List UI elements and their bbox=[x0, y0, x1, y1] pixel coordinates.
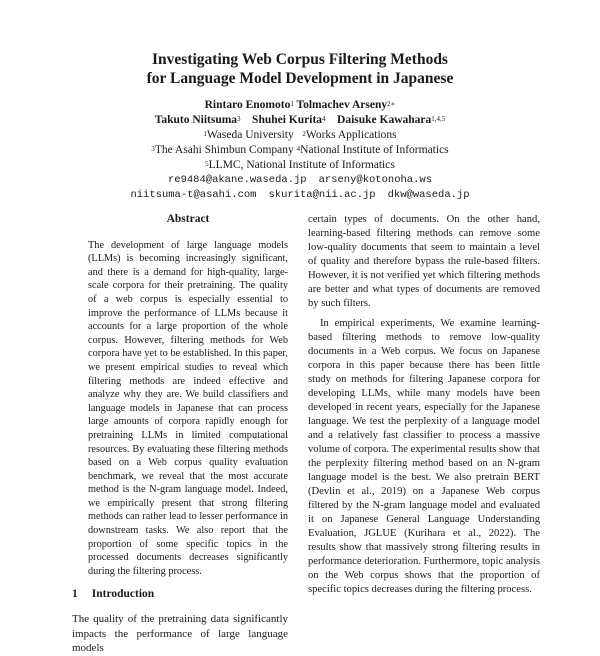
author-sup: 4 bbox=[322, 115, 326, 123]
email: skurita@nii.ac.jp bbox=[268, 189, 376, 201]
affiliation: Waseda University bbox=[206, 129, 294, 141]
affiliation-line-2 bbox=[0, 143, 600, 158]
abstract-text: The development of large language models (LLMs) is becoming increasingly significant, and there is a demand for high-quality, large-scale corpora for their pretraining. The quality of a web corpus is especially essential to improve the performance of LLMs because it accounts for a large proportion of the whole corpus. However, filtering methods for Web corpora have yet to be established. In this paper, we present empirical studies to reveal which filtering methods are indeed effective and analyze why they are. We build classifiers and language models in Japanese that can process large amounts of corpora rapidly enough for pretraining LLMs in limited computational resources. By evaluating these filtering methods based on a Web corpus quality evaluation benchmark, we reveal that the most accurate method is the N-gram language model. Indeed, we empirically present that strong filtering methods can rather lead to lesser performance in downstream tasks. We also report that the proportion of some specific topics in the processed documents decreases significantly during the filtering process. bbox=[88, 239, 288, 577]
author-sup: 3 bbox=[237, 115, 241, 123]
title-line-1: Investigating Web Corpus Filtering Methods bbox=[152, 51, 448, 68]
paper-title bbox=[0, 50, 600, 88]
affiliation: Works Applications bbox=[305, 129, 397, 141]
email-line-1 bbox=[0, 173, 600, 188]
affiliation-line-3 bbox=[0, 158, 600, 173]
author-block bbox=[0, 98, 600, 203]
author-name: Tolmachev Arseny bbox=[296, 99, 388, 111]
intro-paragraph: The quality of the pretraining data significantly impacts the performance of large language models bbox=[72, 613, 288, 655]
affiliation-sup: 2 bbox=[302, 130, 306, 138]
title-line-2: for Language Model Development in Japanese bbox=[146, 70, 454, 87]
affiliation: LLMC, National Institute of Informatics bbox=[208, 159, 395, 171]
author-name: Shuhei Kurita bbox=[252, 114, 323, 126]
email: dkw@waseda.jp bbox=[387, 189, 470, 201]
affiliation: The Asahi Shimbun Company bbox=[154, 144, 294, 156]
author-sup: 1 bbox=[290, 100, 294, 108]
affiliation-sup: 3 bbox=[151, 145, 155, 153]
abstract-heading: Abstract bbox=[166, 213, 210, 225]
right-column bbox=[308, 213, 540, 597]
affiliation-sup: 5 bbox=[205, 160, 209, 168]
email-line-2 bbox=[0, 188, 600, 203]
email: arseny@kotonoha.ws bbox=[318, 174, 433, 186]
affiliation-sup: 4 bbox=[296, 145, 301, 153]
author-line-1 bbox=[0, 98, 600, 113]
section-number: 1 bbox=[72, 588, 78, 601]
author-line-2 bbox=[0, 113, 600, 128]
author-name: Takuto Niitsuma bbox=[154, 114, 238, 126]
author-sup: 1,4,5 bbox=[431, 115, 446, 123]
email: re9484@akane.waseda.jp bbox=[167, 174, 307, 186]
author-name: Daisuke Kawahara bbox=[337, 114, 432, 126]
right-paragraph-1: certain types of documents. On the other hand, learning-based filtering methods can remove some low-quality documents that seem to maintain a level of quality and therefore bypass the rule-based filters. However, it is not verified yet which filtering methods are better and what types of documents are removed by such filters. bbox=[308, 214, 540, 309]
author-name: Rintaro Enomoto bbox=[204, 99, 291, 111]
right-paragraph-2: In empirical experiments, We examine learning-based filtering methods to remove low-quality documents in a Web corpus. We focus on Japanese corpora in this paper because there has been little study on methods for filtering Japanese corpora for developing LLMs, while many models have been developed in recent years, especially for the Japanese language. We test the perplexity of a language model and a relatively fast classifier to process a massive volume of corpora. The experimental results show that the perplexity filtering method based on an N-gram language model is the best. We also pretrain BERT (Devlin et al., 2019) on a Japanese Web corpus filtered by the N-gram language model and evaluated it on Japanese General Language Understanding Evaluation, JGLUE (Kurihara et al., 2022). The results show that massively strong filtering results in performance deterioration. Furthermore, topic analysis on the Web corpus shows that the proportion of specific topics decreases during the filtering process. bbox=[308, 318, 540, 595]
abstract-body bbox=[88, 239, 288, 579]
affiliation-line-1 bbox=[0, 128, 600, 143]
author-sup: 2∗ bbox=[387, 100, 396, 108]
section-title: Introduction bbox=[91, 588, 155, 601]
email: niitsuma-t@asahi.com bbox=[130, 189, 257, 201]
left-column bbox=[72, 213, 288, 656]
affiliation-sup: 1 bbox=[203, 130, 207, 138]
affiliation: National Institute of Informatics bbox=[300, 144, 449, 156]
